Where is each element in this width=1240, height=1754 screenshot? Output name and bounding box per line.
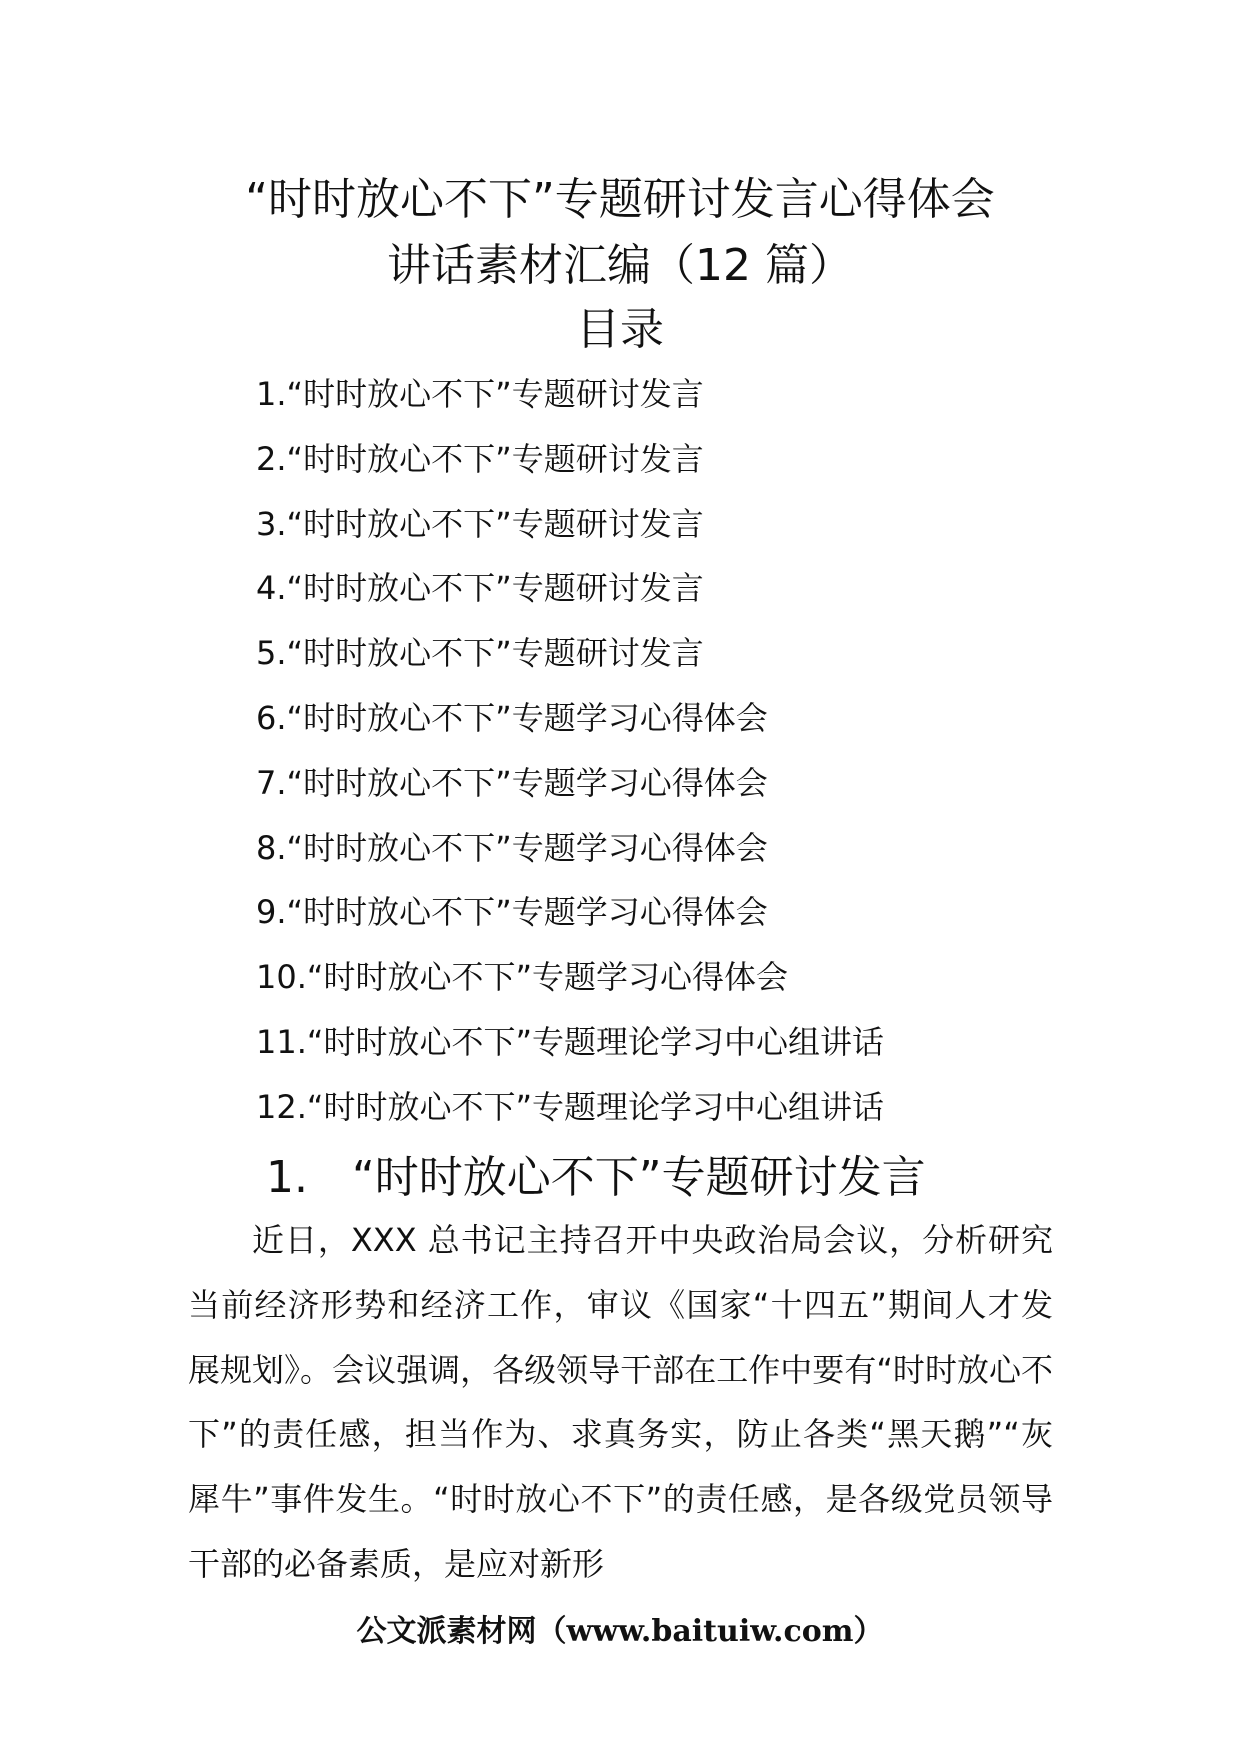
toc-item: 7.“时时放心不下”专题学习心得体会 <box>256 763 768 802</box>
toc-item: 2.“时时放心不下”专题研讨发言 <box>256 439 704 478</box>
toc-item: 12.“时时放心不下”专题理论学习中心组讲话 <box>256 1087 885 1126</box>
toc-item: 10.“时时放心不下”专题学习心得体会 <box>256 958 789 997</box>
section-title: “时时放心不下”专题研讨发言 <box>352 1152 926 1203</box>
toc-item: 8.“时时放心不下”专题学习心得体会 <box>256 828 768 867</box>
table-of-contents <box>256 362 884 1140</box>
toc-item: 6.“时时放心不下”专题学习心得体会 <box>256 698 768 737</box>
toc-heading: 目录 <box>576 304 664 355</box>
document-title-line-1: “时时放心不下”专题研讨发言心得体会 <box>245 174 995 225</box>
section-number: 1. <box>266 1152 308 1203</box>
toc-item: 9.“时时放心不下”专题学习心得体会 <box>256 893 768 932</box>
section-heading <box>266 1148 926 1208</box>
toc-item: 1.“时时放心不下”专题研讨发言 <box>256 375 704 413</box>
toc-item: 4.“时时放心不下”专题研讨发言 <box>256 569 704 608</box>
document-title-line-2: 讲话素材汇编（12 篇） <box>387 240 853 291</box>
toc-item: 3.“时时放心不下”专题研讨发言 <box>256 504 704 543</box>
footer-source: 公文派素材网（www.baituiw.com） <box>356 1614 884 1649</box>
toc-item: 5.“时时放心不下”专题研讨发言 <box>256 634 704 673</box>
body-paragraph: 近日，XXX 总书记主持召开中央政治局会议，分析研究当前经济形势和经济工作，审议《国家“十四五”期间人才发展规划》。会议强调，各级领导干部在工作中要有“时时放心不下”的责任感，担当作为、求真务实，防止各类“黑天鹅”“灰犀牛”事件发生。“时时放心不下”的责任感，是各级党员领导干部的必备素质，是应对新形 <box>188 1221 1053 1583</box>
toc-item: 11.“时时放心不下”专题理论学习中心组讲话 <box>256 1022 885 1061</box>
